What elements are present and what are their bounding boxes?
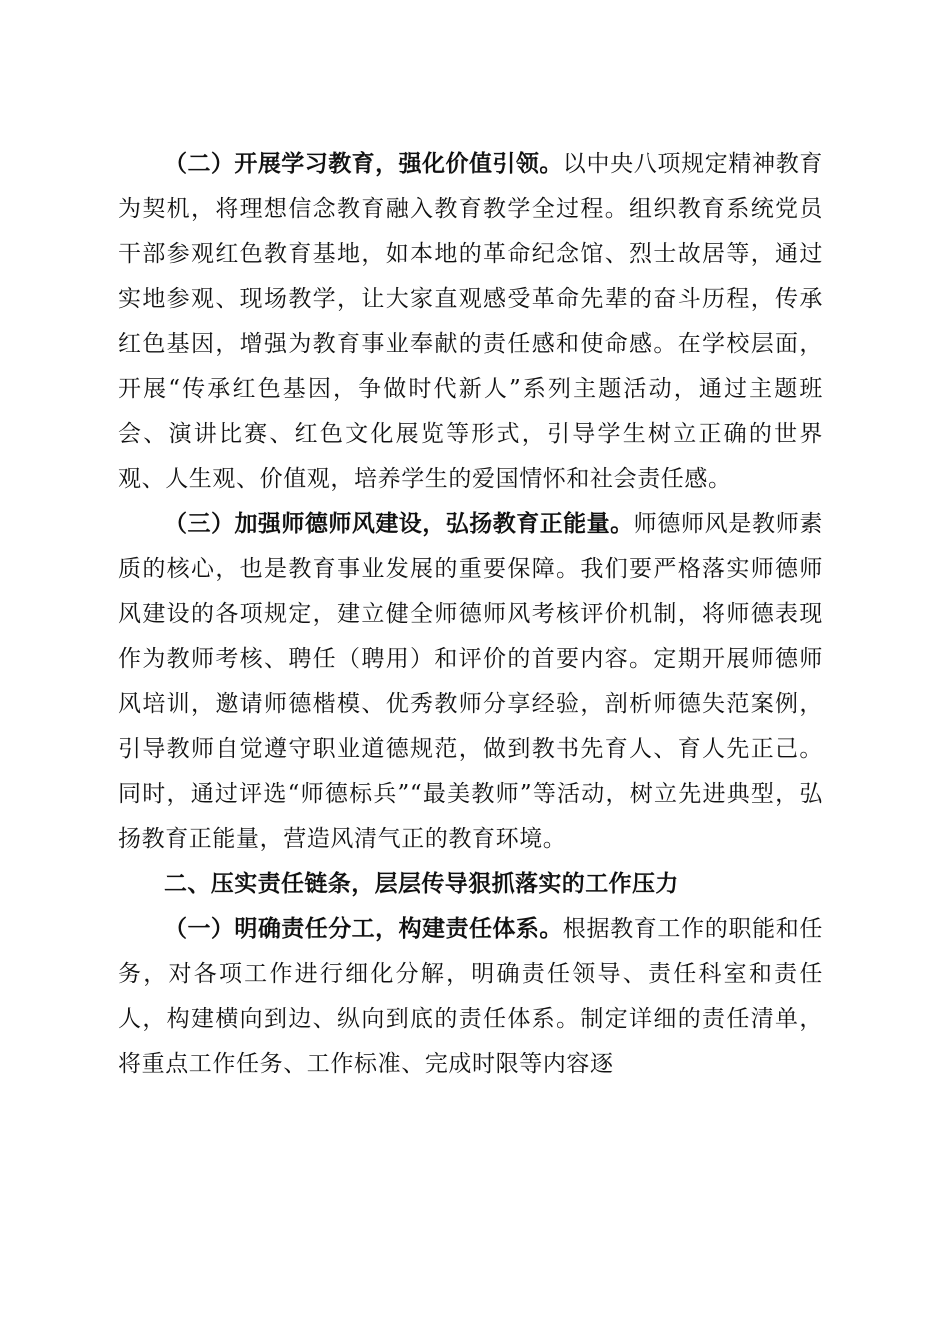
paragraph-lead: （二）开展学习教育，强化价值引领。 xyxy=(164,151,563,177)
paragraph-lead: （三）加强师德师风建设，弘扬教育正能量。 xyxy=(164,511,634,537)
paragraph-body: 师德师风是教师素质的核心，也是教育事业发展的重要保障。我们要严格落实师德师风建设的各项规定，建立健全师德师风考核评价机制，将师德表现作为教师考核、聘任（聘用）和评价的首要内容。定期开展师德师风培训，邀请师德楷模、优秀教师分享经验，剖析师德失范案例，引导教师自觉遵守职业道德规范，做到教书先育人、育人先正己。同时，通过评选“师德标兵”“最美教师”等活动，树立先进典型，弘扬教育正能量，营造风清气正的教育环境。 xyxy=(118,511,823,852)
section-heading: 二、压实责任链条，层层传导狠抓落实的工作压力 xyxy=(164,871,679,897)
paragraph-body: 以中央八项规定精神教育为契机，将理想信念教育融入教育教学全过程。组织教育系统党员干部参观红色教育基地，如本地的革命纪念馆、烈士故居等，通过实地参观、现场教学，让大家直观感受革命先辈的奋斗历程，传承红色基因，增强为教育事业奉献的责任感和使命感。在学校层面，开展“传承红色基因，争做时代新人”系列主题活动，通过主题班会、演讲比赛、红色文化展览等形式，引导学生树立正确的世界观、人生观、价值观，培养学生的爱国情怀和社会责任感。 xyxy=(118,151,823,492)
paragraph-lead: （一）明确责任分工，构建责任体系。 xyxy=(164,916,563,942)
paragraph-study-education xyxy=(118,142,823,502)
paragraph-body: 根据教育工作的职能和任务，对各项工作进行细化分解，明确责任领导、责任科室和责任人，构建横向到边、纵向到底的责任体系。制定详细的责任清单，将重点工作任务、工作标准、完成时限等内容逐 xyxy=(118,916,823,1077)
paragraph-teacher-ethics xyxy=(118,502,823,862)
document-body xyxy=(118,142,823,1087)
paragraph-responsibility xyxy=(118,907,823,1087)
